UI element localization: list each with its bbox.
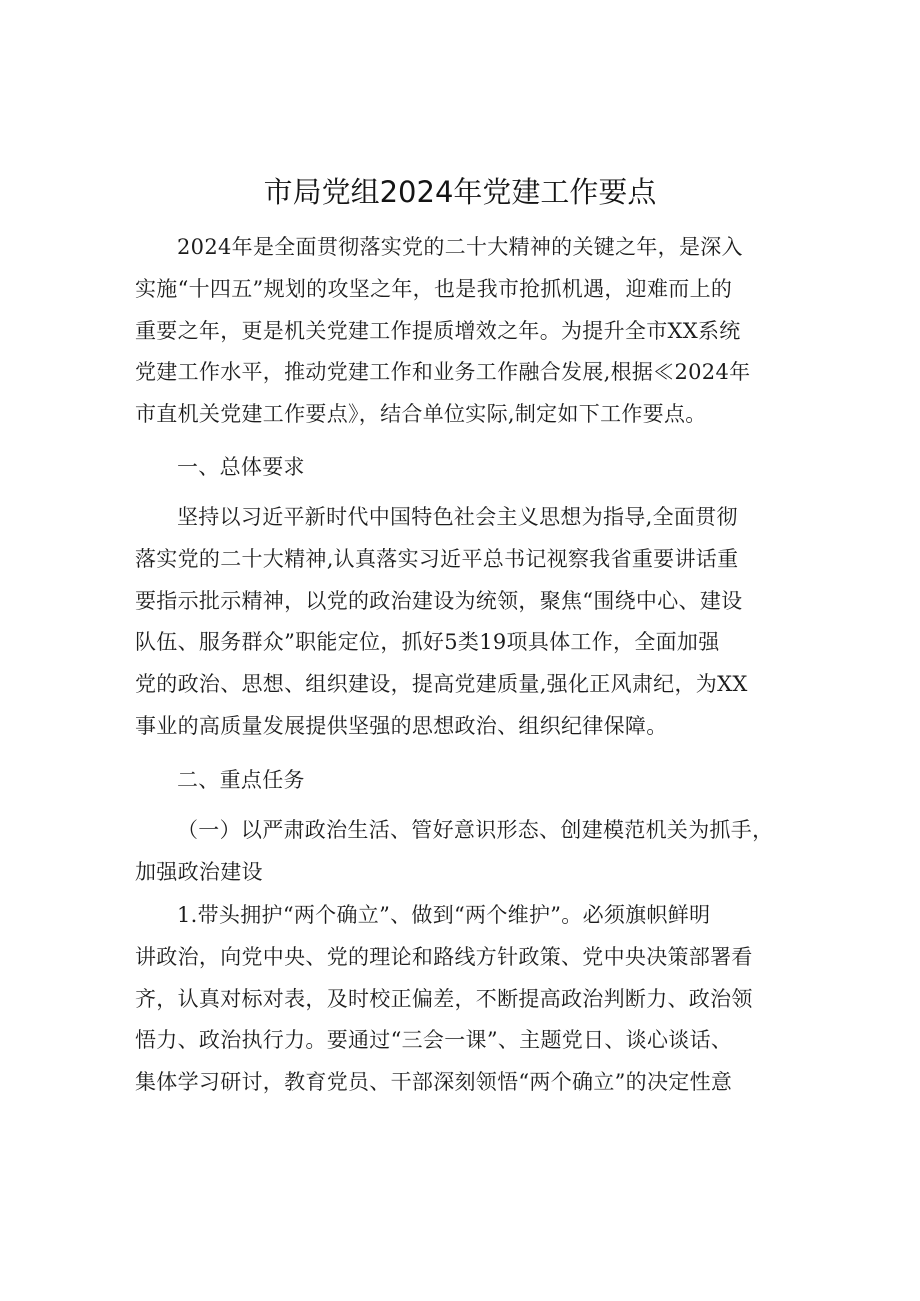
paragraph-line: 讲政治，向党中央、党的理论和路线方针政策、党中央决策部署看 xyxy=(135,944,753,969)
general-requirements-paragraph xyxy=(135,497,795,748)
subheading-line: 加强政治建设 xyxy=(135,859,263,884)
paragraph-line: 党的政治、思想、组织建设，提高党建质量,强化正风肃纪，为XX xyxy=(135,672,748,697)
paragraph-line: 坚持以习近平新时代中国特色社会主义思想为指导,全面贯彻 xyxy=(177,505,738,529)
paragraph-line: 要指示批示精神，以党的政治建设为统领，聚焦“围绕中心、建设 xyxy=(135,588,743,613)
subsection-heading-political-building xyxy=(135,810,795,894)
paragraph-line: 2024年是全面贯彻落实党的二十大精神的关键之年，是深入 xyxy=(177,235,743,259)
paragraph-line: 事业的高质量发展提供坚强的思想政治、组织纪律保障。 xyxy=(135,713,668,738)
intro-paragraph xyxy=(135,227,795,436)
task-item-1-paragraph xyxy=(135,895,795,1104)
paragraph-line: 落实党的二十大精神,认真落实习近平总书记视察我省重要讲话重 xyxy=(135,546,739,571)
section-heading-general-requirements xyxy=(135,447,795,489)
document-title: 市局党组2024年党建工作要点 xyxy=(263,175,657,209)
heading-text: 一、总体要求 xyxy=(177,455,305,479)
paragraph-line: 1.带头拥护“两个确立”、做到“两个维护”。必须旗帜鲜明 xyxy=(177,903,711,927)
paragraph-line: 实施“十四五”规划的攻坚之年，也是我市抢抓机遇，迎难而上的 xyxy=(135,276,733,301)
subheading-line: （一）以严肃政治生活、管好意识形态、创建模范机关为抓手， xyxy=(177,818,774,842)
section-heading-key-tasks xyxy=(135,760,795,802)
paragraph-line: 齐，认真对标对表，及时校正偏差，不断提高政治判断力、政治领 xyxy=(135,986,753,1011)
paragraph-line: 悟力、政治执行力。要通过“三会一课”、主题党日、谈心谈话、 xyxy=(135,1028,733,1053)
paragraph-line: 集体学习研讨，教育党员、干部深刻领悟“两个确立”的决定性意 xyxy=(135,1070,733,1095)
heading-text: 二、重点任务 xyxy=(177,768,305,792)
paragraph-line: 市直机关党建工作要点》，结合单位实际,制定如下工作要点。 xyxy=(135,402,707,427)
paragraph-line: 党建工作水平，推动党建工作和业务工作融合发展,根据≪2024年 xyxy=(135,360,751,385)
paragraph-line: 队伍、服务群众”职能定位，抓好5类19项具体工作，全面加强 xyxy=(135,630,720,655)
paragraph-line: 重要之年，更是机关党建工作提质增效之年。为提升全市XX系统 xyxy=(135,318,741,343)
